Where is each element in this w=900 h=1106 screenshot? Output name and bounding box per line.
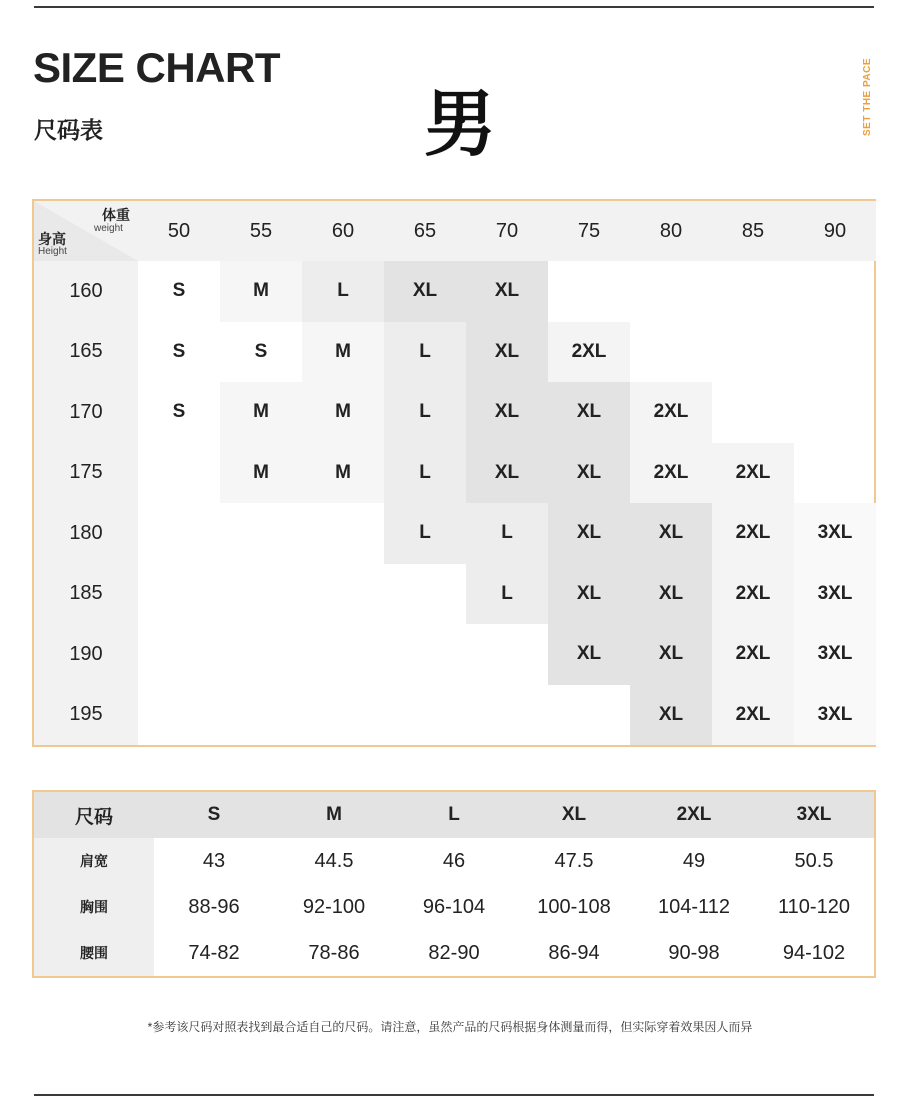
size-cell: XL [630, 503, 712, 564]
size-cell: L [384, 382, 466, 443]
measurement-size-header: M [274, 792, 394, 838]
height-header: 175 [34, 443, 138, 504]
height-label-en: Height [38, 246, 67, 257]
matrix-corner-header [34, 201, 138, 261]
weight-label-en: weight [94, 223, 123, 234]
size-cell: M [220, 261, 302, 322]
weight-header: 85 [712, 201, 794, 261]
measurement-value: 50.5 [794, 849, 834, 872]
measurement-table [32, 790, 876, 978]
measurement-value: 49 [682, 849, 706, 872]
measurement-row-label: 腰围 [34, 930, 154, 976]
size-cell: S [138, 382, 220, 443]
measurement-size-header: XL [514, 792, 634, 838]
size-cell: L [466, 564, 548, 625]
measurement-size-header: 2XL [634, 792, 754, 838]
size-cell: 3XL [794, 503, 876, 564]
weight-header: 90 [794, 201, 876, 261]
top-divider [34, 6, 874, 8]
footnote: *参考该尺码对照表找到最合适自己的尺码。请注意，虽然产品的尺码根据身体测量而得，但实际穿着效果因人而异 [147, 1020, 753, 1034]
size-cell: XL [466, 322, 548, 383]
measurement-value: 96-104 [422, 895, 486, 918]
height-header: 160 [34, 261, 138, 322]
size-cell: M [302, 322, 384, 383]
measurement-size-header: S [154, 792, 274, 838]
size-cell: XL [548, 564, 630, 625]
page-subtitle: 尺码表 [34, 117, 103, 143]
weight-header: 70 [466, 201, 548, 261]
weight-header: 50 [138, 201, 220, 261]
size-cell: L [302, 261, 384, 322]
size-cell: XL [548, 624, 630, 685]
size-cell: 2XL [712, 685, 794, 746]
height-header: 165 [34, 322, 138, 383]
size-cell: M [220, 382, 302, 443]
measurement-value: 74-82 [188, 941, 240, 964]
size-cell: 2XL [712, 443, 794, 504]
size-cell: XL [630, 685, 712, 746]
height-header: 195 [34, 685, 138, 746]
weight-header: 65 [384, 201, 466, 261]
measurement-size-header: 3XL [754, 792, 874, 838]
page-title: SIZE CHART [33, 44, 280, 91]
measurement-value: 82-90 [428, 941, 480, 964]
size-cell: L [466, 503, 548, 564]
size-cell: M [302, 443, 384, 504]
bottom-divider [34, 1094, 874, 1096]
weight-label-cn: 体重 [102, 207, 130, 223]
measurement-value: 110-120 [778, 895, 850, 918]
weight-header: 55 [220, 201, 302, 261]
weight-header: 60 [302, 201, 384, 261]
measurement-value: 86-94 [548, 941, 600, 964]
size-cell: 2XL [630, 382, 712, 443]
size-cell: 2XL [712, 503, 794, 564]
measurement-value: 104-112 [658, 895, 730, 918]
measurement-value: 46 [442, 849, 466, 872]
size-cell: 2XL [712, 564, 794, 625]
size-cell: 2XL [548, 322, 630, 383]
measurement-size-header: L [394, 792, 514, 838]
brand-tag: SET THE PACE [862, 57, 873, 136]
size-cell: XL [466, 261, 548, 322]
size-cell: XL [630, 564, 712, 625]
size-cell: 3XL [794, 564, 876, 625]
size-cell: L [384, 503, 466, 564]
measurement-row-label: 肩宽 [34, 838, 154, 884]
size-cell: S [220, 322, 302, 383]
measurement-value: 88-96 [188, 895, 240, 918]
size-cell: S [138, 322, 220, 383]
measurement-row-label: 胸围 [34, 884, 154, 930]
measurement-value: 90-98 [668, 941, 720, 964]
size-cell: L [384, 322, 466, 383]
size-cell: M [220, 443, 302, 504]
measurement-value: 44.5 [314, 849, 354, 872]
size-cell: S [138, 261, 220, 322]
size-cell: 2XL [630, 443, 712, 504]
size-cell: M [302, 382, 384, 443]
size-matrix [32, 199, 876, 747]
measurement-value: 78-86 [308, 941, 360, 964]
height-header: 180 [34, 503, 138, 564]
size-cell: XL [548, 503, 630, 564]
size-cell: XL [466, 382, 548, 443]
size-cell: XL [630, 624, 712, 685]
gender-label: 男 [424, 82, 497, 166]
weight-header: 75 [548, 201, 630, 261]
height-label-cn: 身高 [38, 231, 66, 247]
size-cell: 3XL [794, 624, 876, 685]
measurement-value: 100-108 [537, 895, 611, 918]
height-header: 170 [34, 382, 138, 443]
size-cell: XL [548, 382, 630, 443]
measurement-value: 43 [202, 849, 226, 872]
size-cell: XL [548, 443, 630, 504]
measurement-value: 92-100 [302, 895, 366, 918]
weight-header: 80 [630, 201, 712, 261]
size-cell: 3XL [794, 685, 876, 746]
measurement-header-label: 尺码 [34, 792, 154, 838]
height-header: 190 [34, 624, 138, 685]
size-cell: XL [384, 261, 466, 322]
size-cell: 2XL [712, 624, 794, 685]
height-header: 185 [34, 564, 138, 625]
size-cell: L [384, 443, 466, 504]
measurement-value: 94-102 [782, 941, 846, 964]
measurement-value: 47.5 [554, 849, 594, 872]
size-cell: XL [466, 443, 548, 504]
